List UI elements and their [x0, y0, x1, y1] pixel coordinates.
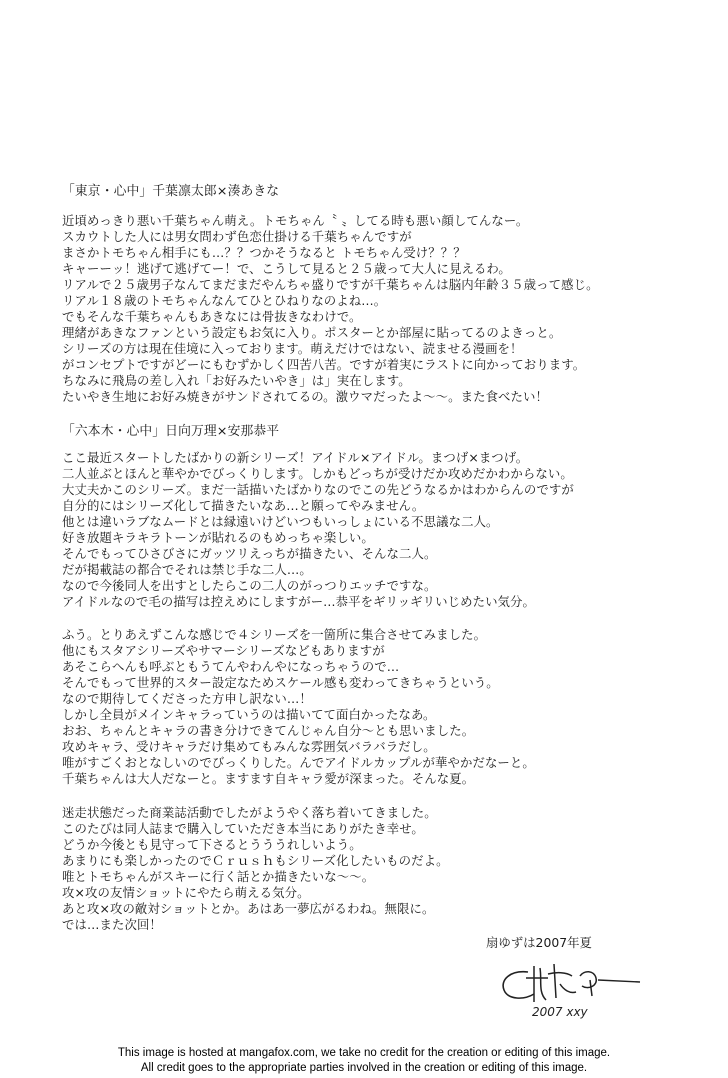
text-line: シリーズの方は現在佳境に入っております。萌えだけではない、読ませる漫画を！ [62, 341, 523, 356]
text-line: このたびは同人誌まで購入していただき本当にありがたき幸せ。 [62, 821, 424, 836]
text-line: あと攻×攻の敵対ショットとか。あはあ一夢広がるわね。無限に。 [62, 901, 435, 916]
text-line: 唯がすごくおとなしいのでびっくりした。んでアイドルカップルが華やかだなーと。 [62, 755, 535, 770]
text-line: たいやき生地にお好み焼きがサンドされてるの。激ウマだったよ～～。また食べたい！ [62, 389, 549, 404]
text-line: リアル１８歳のトモちゃんなんてひとひねりなのよね…。 [62, 293, 387, 308]
text-line: では…また次回！ [62, 917, 162, 932]
text-line: 千葉ちゃんは大人だなーと。ますます自キャラ愛が深まった。そんな夏。 [62, 771, 475, 786]
text-line: 攻×攻の友情ショットにやたら萌える気分。 [62, 885, 310, 900]
text-line: あまりにも楽しかったのでＣｒｕｓｈもシリーズ化したいものだよ。 [62, 853, 449, 868]
text-line: がコンセプトですがどーにもむずかしく四苦八苦。ですが着実にラストに向かっております。 [62, 357, 586, 372]
text-line: 理緒があきなファンという設定もお気に入り。ポスターとか部屋に貼ってるのよきっと。 [62, 325, 562, 340]
text-line: 迷走状態だった商業誌活動でしたがようやく落ち着いてきました。 [62, 805, 437, 820]
text-line: あそこらへんも呼ぶともうてんやわんやになっちゃうので… [62, 659, 400, 674]
text-line: 二人並ぶとほんと華やかでびっくりします。しかもどっちが受けだか攻めだかわからない。 [62, 466, 573, 481]
text-line: おお、ちゃんとキャラの書き分けできてんじゃん自分～とも思いました。 [62, 723, 475, 738]
section-heading-roppongi-shinju: 「六本木・心中」日向万理×安那恭平 [62, 424, 280, 439]
text-line: 近頃めっきり悪い千葉ちゃん萌え。トモちゃん〝 〟してる時も悪い顔してんなー。 [62, 213, 529, 228]
text-line: 攻めキャラ、受けキャラだけ集めてもみんな雰囲気バラバラだし。 [62, 739, 436, 754]
text-line: スカウトした人には男女問わず色恋仕掛ける千葉ちゃんですが [62, 229, 412, 244]
text-line: なので今後同人を出すとしたらこの二人のがっつりエッチですな。 [62, 578, 437, 593]
hosting-notice: This image is hosted at mangafox.com, we take no credit for the creation or editing of this image. [117, 1047, 611, 1059]
text-line: リアルで２５歳男子なんてまだまだやんちゃ盛りですが千葉ちゃんは脳内年齢３５歳って感じ。 [62, 277, 599, 292]
text-line: 他にもスタアシリーズやサマーシリーズなどもありますが [62, 643, 385, 658]
text-line: 他とは違いラブなムードとは縁遠いけどいつもいっしょにいる不思議な二人。 [62, 514, 499, 529]
text-line: そんでもってひさびさにガッツリえっちが描きたい、そんな二人。 [62, 546, 437, 561]
text-line: 自分的にはシリーズ化して描きたいなあ…と願ってやみません。 [62, 498, 425, 513]
text-line: どうか今後とも見守って下さるとうううれしいよう。 [62, 837, 362, 852]
text-line: キャーーッ！逃げて逃げてー！で、こうして見ると２５歳って大人に見えるわ。 [62, 261, 511, 276]
text-line: ここ最近スタートしたばかりの新シリーズ！アイドル×アイドル。まつげ×まつげ。 [62, 450, 529, 465]
svg-text:2007 xxy: 2007 xxy [532, 1005, 588, 1019]
text-line: 好き放題キラキラトーンが貼れるのもめっちゃ楽しい。 [62, 530, 374, 545]
text-line: しかし全員がメインキャラっていうのは描いてて面白かったなあ。 [62, 707, 436, 722]
text-line: 大丈夫かこのシリーズ。まだ一話描いたばかりなのでこの先どうなるかはわからんのですが [62, 482, 574, 497]
text-line: なので期待してくださった方申し訳ない…！ [62, 691, 312, 706]
text-line: そんでもって世界的スター設定なためスケール感も変わってきちゃうという。 [62, 675, 499, 690]
section-heading-tokyo-shinju: 「東京・心中」千葉凛太郎×湊あきな [62, 184, 280, 199]
credit-notice: All credit goes to the appropriate parties involved in the creation or editing of this image. [140, 1062, 588, 1074]
text-line: だが掲載誌の都合でそれは禁じ手な二人…。 [62, 562, 312, 577]
text-line: アイドルなので毛の描写は控えめにしますがー…恭平をギリッギリいじめたい気分。 [62, 594, 536, 609]
signoff-text: 扇ゆずは2007年夏 [486, 935, 592, 950]
text-line: まさかトモちゃん相手にも…？？つかそうなると トモちゃん受け？？？ [62, 245, 466, 260]
text-line: ちなみに飛鳥の差し入れ「お好みたいやき」は」実在します。 [62, 373, 411, 388]
text-line: でもそんな千葉ちゃんもあきなには骨抜きなわけで。 [62, 309, 362, 324]
handwritten-signature [490, 950, 660, 1022]
text-line: 唯とトモちゃんがスキーに行く話とか描きたいな～～。 [62, 869, 375, 884]
text-line: ふう。とりあえずこんな感じで４シリーズを一箇所に集合させてみました。 [62, 627, 487, 642]
